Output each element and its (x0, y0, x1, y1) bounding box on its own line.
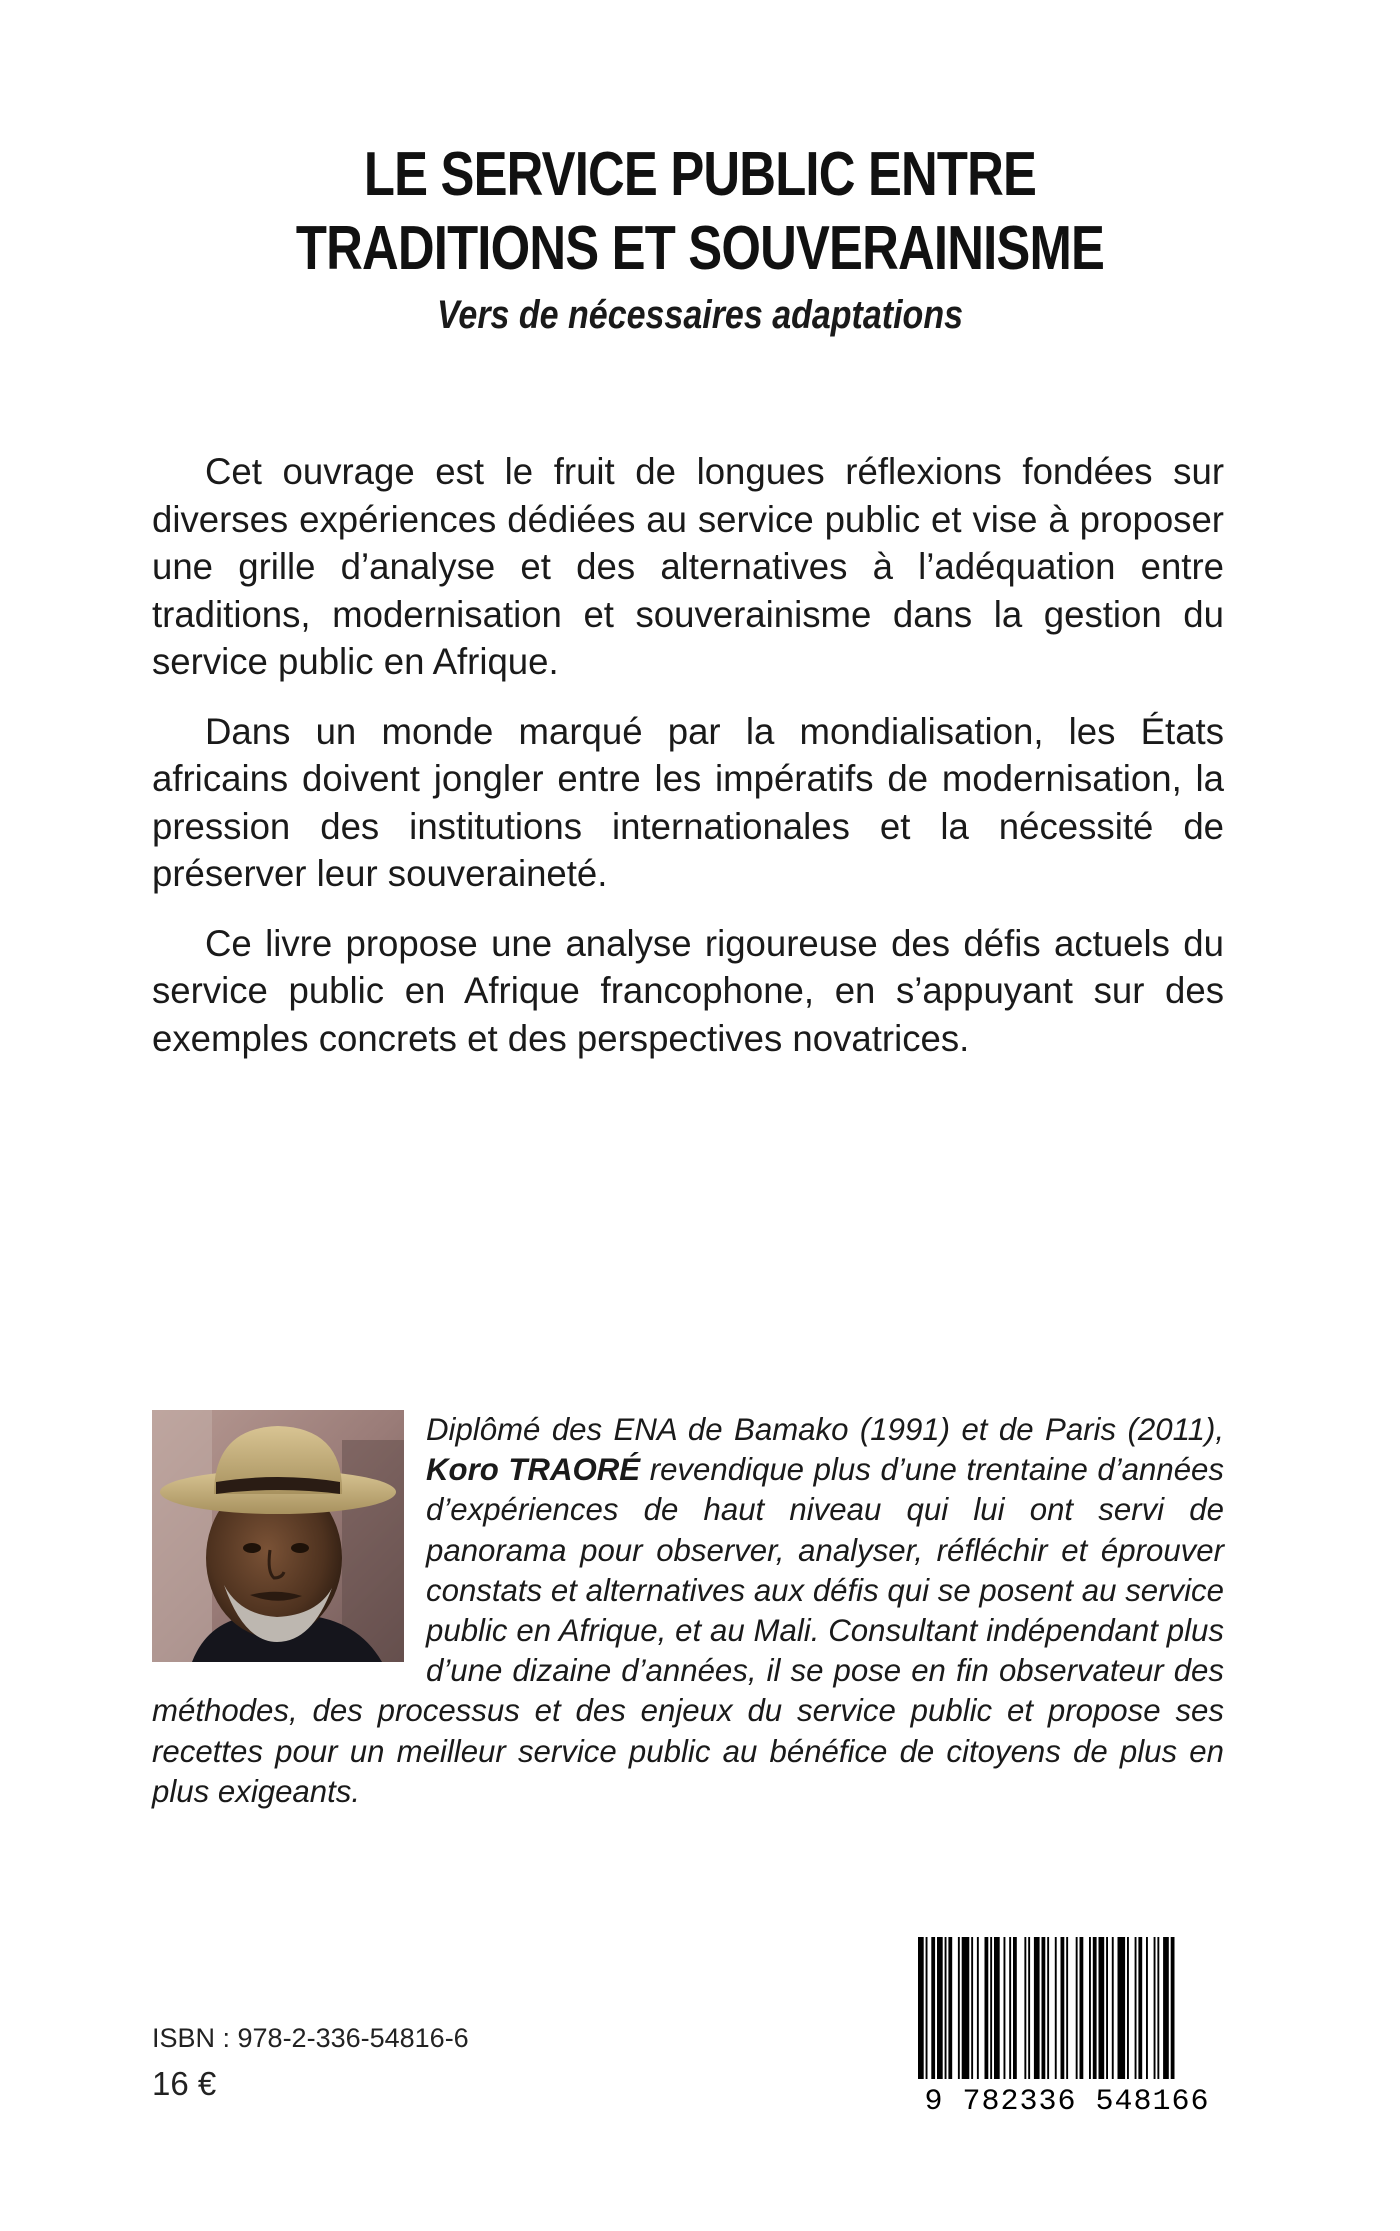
barcode-bar (1106, 1937, 1108, 2079)
book-title-line-2: TRADITIONS ET SOUVERAINISME (295, 214, 1105, 283)
barcode-bar (1028, 1937, 1030, 2079)
barcode-bar (994, 1937, 1000, 2079)
barcode-bar (962, 1937, 970, 2079)
blurb-paragraph-3: Ce livre propose une analyse rigoureuse des défis actuels du service public en Afrique francophone, en s’appuyant sur des exemples concrets et des perspectives novatrices. (152, 922, 1224, 1059)
author-photo (152, 1410, 404, 1662)
barcode-bar (1009, 1937, 1011, 2079)
barcode-bar (1024, 1937, 1026, 2079)
barcode-bar (1099, 1937, 1105, 2079)
barcode-bar (1055, 1937, 1057, 2079)
barcode-bar (1171, 1937, 1175, 2079)
barcode-digits: 9 782336 548166 (924, 2085, 1210, 2115)
barcode-bar (948, 1937, 952, 2079)
barcode-bar (1004, 1937, 1006, 2079)
barcode-bar (931, 1937, 935, 2079)
barcode-bar (1157, 1937, 1159, 2079)
barcode-bar (1093, 1937, 1097, 2079)
barcode-bar (971, 1937, 973, 2079)
isbn-barcode (910, 1935, 1225, 2115)
barcode-bar (1080, 1937, 1084, 2079)
barcode-bar (1034, 1937, 1040, 2079)
barcode-bar (1154, 1937, 1156, 2079)
barcode-bar (1135, 1937, 1137, 2079)
barcode-bar (945, 1937, 947, 2079)
author-section (152, 1410, 1224, 1812)
barcode-bar (1146, 1937, 1148, 2079)
author-name: Koro TRAORÉ (426, 1452, 641, 1488)
barcode-bar (977, 1937, 979, 2079)
author-portrait-image (152, 1410, 404, 1662)
barcode-bar (1118, 1937, 1126, 2079)
barcode-bar (1066, 1937, 1068, 2079)
book-title-line-1: LE SERVICE PUBLIC ENTRE (363, 140, 1037, 209)
barcode-bar (1047, 1937, 1049, 2079)
barcode-bar (1042, 1937, 1046, 2079)
barcode-bar (1138, 1937, 1142, 2079)
blurb (152, 448, 1224, 1084)
author-bio-rest: revendique plus d’une trentaine d’années d’expériences de haut niveau qui lui ont servi de panorama pour observer, analyser, réfléchir et éprouver constats et alternatives aux défis qui se posent au service public en Afrique, et au Mali. Consultant indépendant plus d’une dizaine d’années, il se pose en fin observateur des méthodes, des processus et des enjeux du service public et propose ses recettes pour un meilleur service public au bénéfice de citoyens de plus en plus exigeants. (152, 1452, 1225, 1809)
barcode-bar (1076, 1937, 1078, 2079)
barcode-bars (918, 1937, 1175, 2079)
barcode-bar (918, 1937, 924, 2079)
barcode-bar (1163, 1937, 1169, 2079)
price: 16 € (152, 2065, 217, 2102)
barcode-bar (926, 1937, 928, 2079)
barcode-bar (1013, 1937, 1017, 2079)
barcode-bar (1061, 1937, 1065, 2079)
barcode-bar (958, 1937, 960, 2079)
barcode-bar (985, 1937, 989, 2079)
isbn: ISBN : 978-2-336-54816-6 (152, 2023, 469, 2053)
barcode-bar (937, 1937, 943, 2079)
book-subtitle: Vers de nécessaires adaptations (436, 293, 963, 337)
barcode-bar (1089, 1937, 1091, 2079)
blurb-paragraph-1: Cet ouvrage est le fruit de longues réflexions fondées sur diverses expériences dédiées au service public et vise à proposer une grille d’analyse et des alternatives à l’adéquation entre traditions, modernisation et souverainisme dans la gestion du service public en Afrique. (152, 451, 1224, 682)
author-bio-intro: Diplômé des ENA de Bamako (1991) et de Paris (2011), (426, 1412, 1224, 1447)
blurb-paragraph-2: Dans un monde marqué par la mondialisation, les États africains doivent jongler entre les impératifs de modernisation, la pression des institutions internationales et la nécessité de préserver leur souveraineté. (152, 710, 1224, 894)
title-block (150, 138, 1250, 340)
barcode-bar (1127, 1937, 1129, 2079)
barcode-bar (1112, 1937, 1114, 2079)
barcode-bar (990, 1937, 992, 2079)
